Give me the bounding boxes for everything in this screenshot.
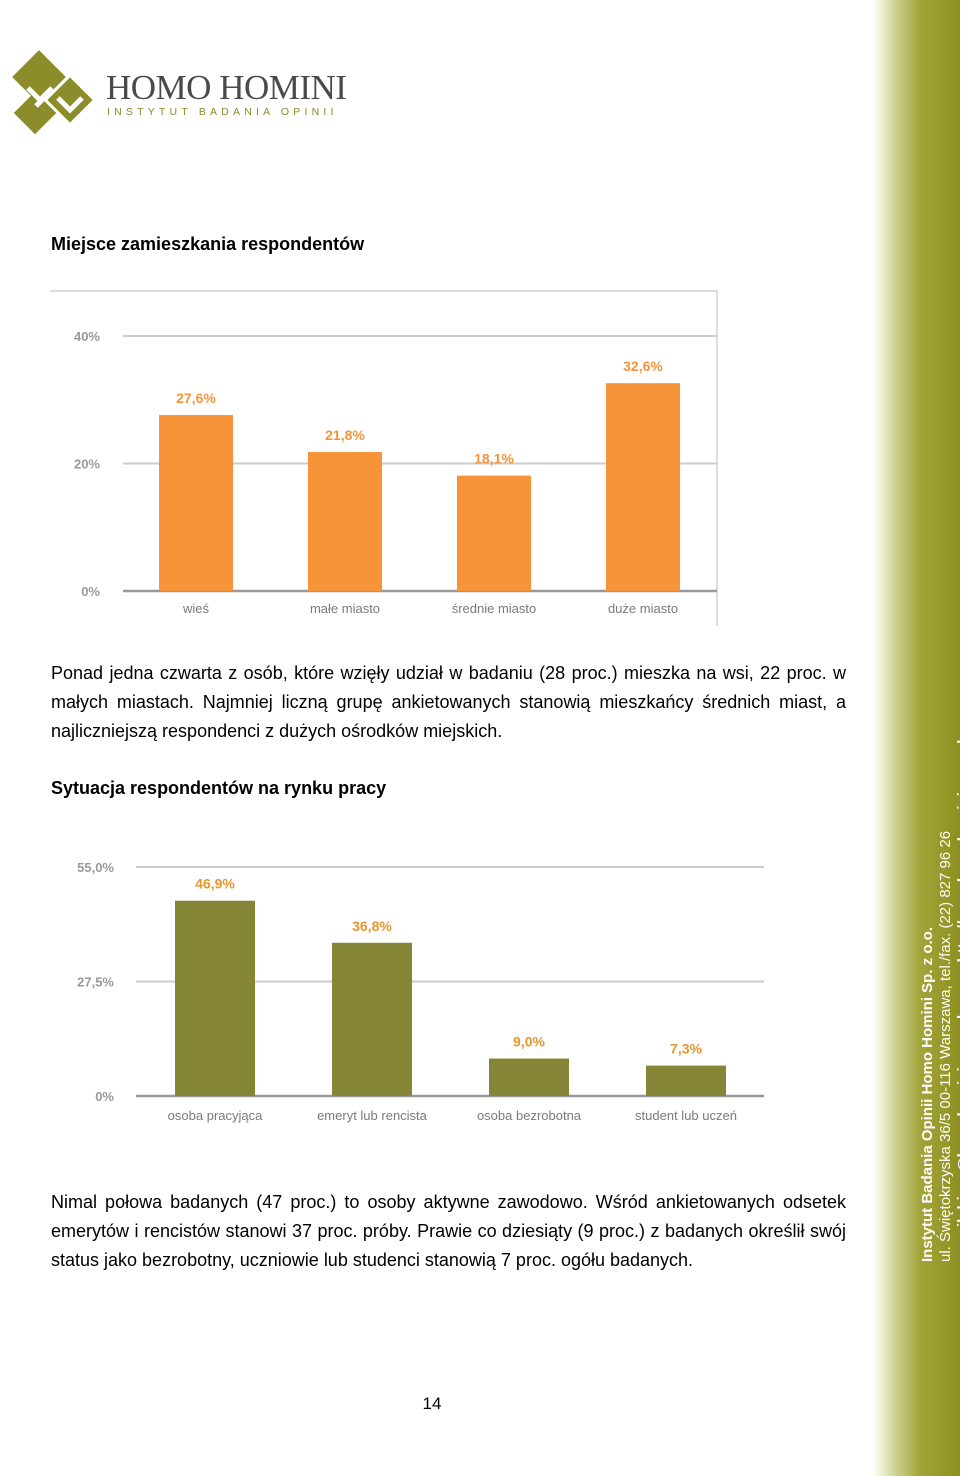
labor-bar [489, 1059, 569, 1096]
labor-category-label: osoba pracyjąca [167, 1108, 263, 1123]
sidebar-company-name: Instytut Badania Opinii Homo Homini Sp. z o.o. [919, 926, 936, 1262]
residence-category-label: wieś [182, 601, 210, 616]
residence-bar [457, 476, 531, 591]
labor-value-label: 36,8% [352, 917, 392, 934]
residence-bar-chart [50, 290, 720, 628]
labor-paragraph: Nimal połowa badanych (47 proc.) to osoby aktywne zawodowo. Wśród ankietowanych odsetek emerytów i rencistów stanowi 37 proc. próby. Prawie co dziesiąty (9 proc.) z badanych określił swój status jako bezrobotny, uczniowie lub studenci stanowią 7 proc. ogółu badanych. [51, 1192, 846, 1270]
residence-category-label: małe miasto [309, 601, 381, 616]
labor-value-label: 46,9% [195, 875, 235, 892]
section-heading-labor: Sytuacja respondentów na rynku pracy [51, 778, 387, 798]
residence-bar [159, 415, 233, 591]
residence-y-tick-label: 20% [73, 456, 100, 472]
labor-bar [646, 1066, 726, 1096]
residence-bar [606, 383, 680, 591]
residence-category-label: średnie miasto [451, 601, 537, 616]
labor-value-label: 7,3% [670, 1040, 702, 1057]
residence-y-tick-label: 40% [73, 329, 100, 344]
residence-bar [308, 452, 382, 591]
labor-bar [332, 943, 412, 1096]
logo-subtitle: INSTYTUT BADANIA OPINII [107, 106, 338, 118]
labor-y-tick-label: 27,5% [77, 974, 114, 990]
labor-category-label: emeryt lub rencista [317, 1108, 427, 1123]
residence-paragraph: Ponad jedna czwarta z osób, które wzięły udział w badaniu (28 proc.) mieszka na wsi, 22 proc. w małych miastach. Najmniej liczną grupę ankietowanych stanowią mieszkańcy średnich miast, a najliczniejszą respondenci z dużych ośrodków miejskich. [51, 663, 846, 741]
logo-name: HOMO HOMINI [106, 68, 347, 107]
sidebar-email-web: e-mail: biuro@homohomini.com.pl, www: http://www.homohomini.com.pl [955, 739, 972, 1262]
residence-value-label: 21,8% [325, 427, 365, 444]
labor-category-label: student lub uczeń [635, 1108, 737, 1123]
section-heading-residence: Miejsce zamieszkania respondentów [51, 234, 365, 254]
labor-y-tick-label: 0% [95, 1089, 114, 1104]
labor-value-label: 9,0% [513, 1033, 545, 1050]
logo-emblem-icon [0, 44, 100, 144]
labor-market-bar-chart [60, 850, 770, 1135]
residence-y-tick-label: 0% [81, 584, 100, 599]
residence-value-label: 18,1% [474, 450, 514, 467]
sidebar-address: ul. Świętokrzyska 36/5 00-116 Warszawa, tel./fax. (22) 827 96 26 [937, 830, 954, 1262]
sidebar-contact [919, 0, 973, 1262]
labor-y-tick-label: 55,0% [77, 860, 114, 875]
residence-category-label: duże miasto [607, 601, 679, 616]
residence-value-label: 27,6% [176, 390, 216, 407]
labor-bar [175, 901, 255, 1096]
residence-value-label: 32,6% [623, 358, 663, 375]
labor-category-label: osoba bezrobotna [476, 1108, 582, 1123]
page-number: 14 [422, 1394, 442, 1413]
